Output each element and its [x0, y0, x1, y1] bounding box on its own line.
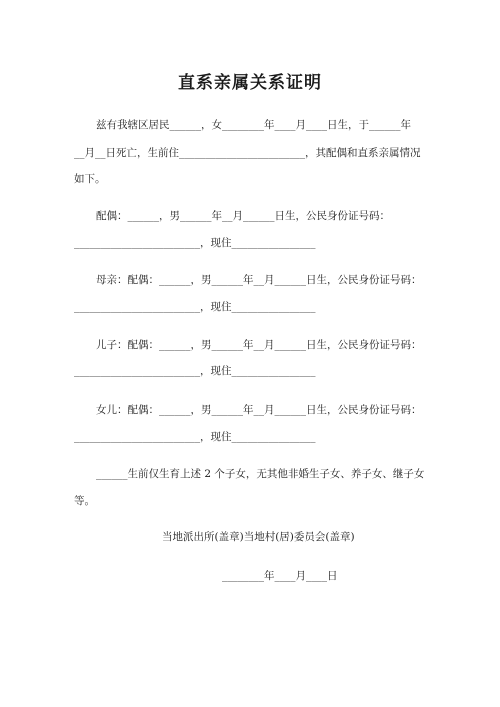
spouse-line-2: ________________________，现住________________	[74, 237, 316, 249]
document-title: 直系亲属关系证明	[178, 73, 322, 93]
mother-line-2: ________________________，现住________________	[74, 301, 316, 313]
mother-line-1: 母亲：配偶：______，男______年__月______日生，公民身份证号码：	[96, 274, 422, 286]
daughter-line-1: 女儿：配偶：______，男______年__月______日生，公民身份证号码：	[96, 404, 422, 416]
intro-line-2: __月__日死亡，生前住________________________，其配偶和直系亲属情况	[74, 147, 421, 159]
son-line-2: ________________________，现住________________	[74, 365, 316, 377]
intro-line-1: 兹有我辖区居民______，女________年____月____日生，于______年	[96, 119, 411, 131]
daughter-line-2: ________________________，现住________________	[74, 431, 316, 443]
spouse-line-1: 配偶：______，男______年__月______日生，公民身份证号码：	[96, 210, 390, 222]
signature-line: 当地派出所(盖章)当地村(居)委员会(盖章)	[162, 531, 355, 543]
intro-line-3: 如下。	[74, 173, 106, 185]
date-line: ________年____月____日	[222, 570, 338, 582]
conclusion-line-1: ______生前仅生育上述 2 个子女，无其他非婚生子女、养子女、继子女	[96, 468, 425, 480]
conclusion-line-2: 等。	[74, 495, 95, 507]
son-line-1: 儿子：配偶：______，男______年__月______日生，公民身份证号码：	[96, 339, 422, 351]
